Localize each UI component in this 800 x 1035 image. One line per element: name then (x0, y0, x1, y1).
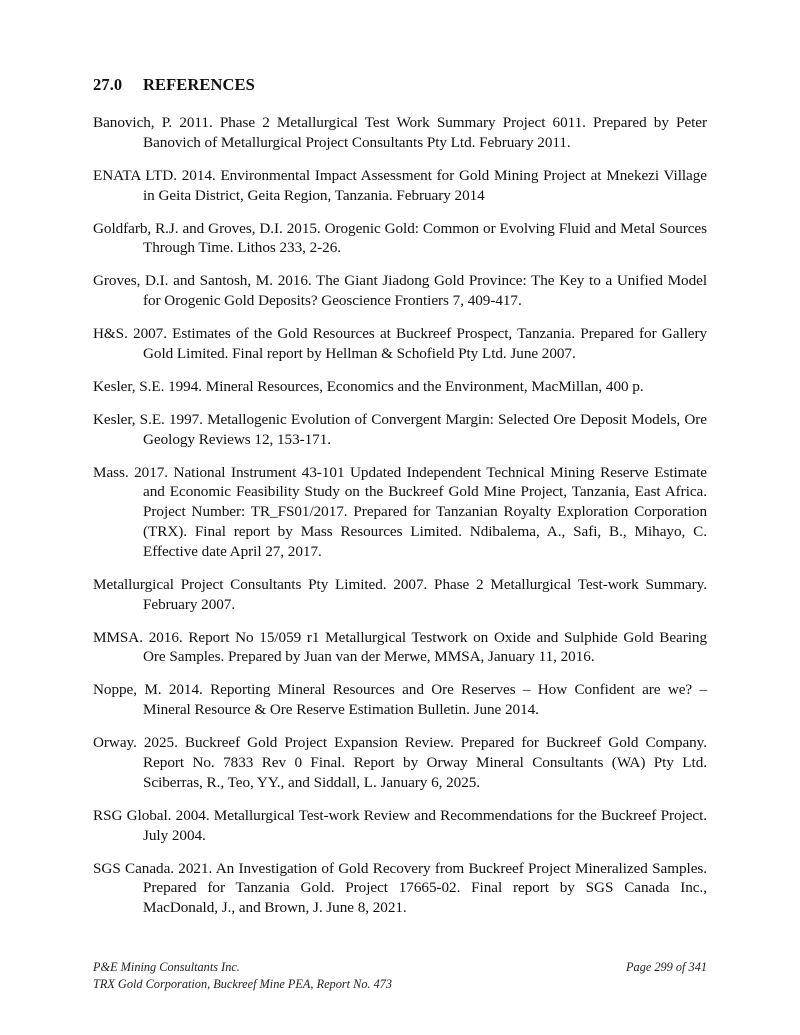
footer-report: TRX Gold Corporation, Buckreef Mine PEA, Report No. 473 (93, 977, 393, 991)
reference-entry: H&S. 2007. Estimates of the Gold Resources at Buckreef Prospect, Tanzania. Prepared for Gallery Gold Limited. Final report by Hellman & Schofield Pty Ltd. June 2007. (93, 325, 707, 362)
reference-entry: ENATA LTD. 2014. Environmental Impact Assessment for Gold Mining Project at Mnekezi Village in Geita District, Geita Region, Tanzania. February 2014 (93, 166, 707, 204)
reference-entry: Noppe, M. 2014. Reporting Mineral Resources and Ore Reserves – How Confident are we? – Mineral Resource & Ore Reserve Estimation Bulletin. June 2014. (93, 681, 707, 719)
reference-entry: Kesler, S.E. 1994. Mineral Resources, Economics and the Environment, MacMillan, 400 p. (93, 377, 644, 395)
reference-entry: Mass. 2017. National Instrument 43-101 Updated Independent Technical Mining Reserve Estimate and Economic Feasibility Study on the Buckreef Gold Mine Project, Tanzania, East Africa. Project Number: TR_FS01/2017. Prepared for Tanzanian Royalty Exploration Corporation (TRX). Final report by Mass Resources Limited. Ndibalema, A., Safi, B., Mihayo, C. Effective date April 27, 2017. (93, 463, 707, 560)
section-number: 27.0 (93, 75, 123, 94)
reference-entry: Groves, D.I. and Santosh, M. 2016. The Giant Jiadong Gold Province: The Key to a Unified Model for Orogenic Gold Deposits? Geoscience Frontiers 7, 409-417. (93, 272, 707, 310)
reference-entry: Kesler, S.E. 1997. Metallogenic Evolution of Convergent Margin: Selected Ore Deposit Models, Ore Geology Reviews 12, 153-171. (93, 410, 707, 448)
reference-entry: MMSA. 2016. Report No 15/059 r1 Metallurgical Testwork on Oxide and Sulphide Gold Bearing Ore Samples. Prepared by Juan van der Merwe, MMSA, January 11, 2016. (93, 628, 707, 666)
reference-entry: Goldfarb, R.J. and Groves, D.I. 2015. Orogenic Gold: Common or Evolving Fluid and Metal Sources Through Time. Lithos 233, 2-26. (93, 219, 707, 257)
references-list (93, 113, 707, 931)
page-footer (93, 959, 707, 993)
footer-page-number: Page 299 of 341 (626, 960, 707, 974)
reference-entry: RSG Global. 2004. Metallurgical Test-work Review and Recommendations for the Buckreef Project. July 2004. (93, 806, 707, 844)
section-title: REFERENCES (143, 75, 255, 94)
reference-entry: Orway. 2025. Buckreef Gold Project Expansion Review. Prepared for Buckreef Gold Company. Report No. 7833 Rev 0 Final. Report by Orway Mineral Consultants (WA) Pty Ltd. Sciberras, R., Teo, YY., and Siddall, L. January 6, 2025. (93, 734, 707, 791)
reference-entry: Metallurgical Project Consultants Pty Limited. 2007. Phase 2 Metallurgical Test-work Summary. February 2007. (93, 575, 707, 613)
reference-entry: Banovich, P. 2011. Phase 2 Metallurgical Test Work Summary Project 6011. Prepared by Peter Banovich of Metallurgical Project Consultants Pty Ltd. February 2011. (93, 114, 707, 151)
reference-entry: SGS Canada. 2021. An Investigation of Gold Recovery from Buckreef Project Mineralized Samples. Prepared for Tanzania Gold. Project 17665-02. Final report by SGS Canada Inc., MacDonald, J., and Brown, J. June 8, 2021. (93, 859, 707, 917)
section-heading (93, 75, 255, 95)
footer-company: P&E Mining Consultants Inc. (93, 960, 240, 974)
